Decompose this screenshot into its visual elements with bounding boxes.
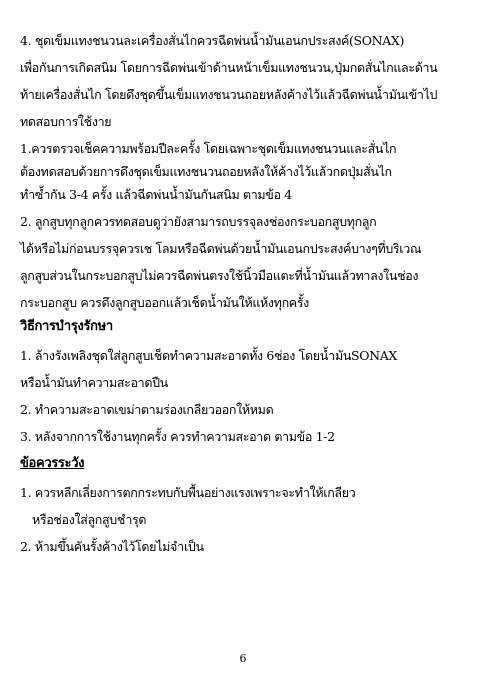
cautions-heading: ข้อควรระวัง [20,456,85,471]
p1-line-3: ท้ายเครื่องสั่นไก โดยดึงชุดขึ้นเข็มแทงชนวนถอยหลังค้างไว้แล้วฉีดพ่นน้ำมันเข้าไป [20,87,438,102]
p1-line-4: ทดสอบการใช้งาย [20,114,112,129]
p3-line-2: ได้หรือไม่ก่อนบรรจุควรเช โลมหรือฉีดพ่นด้วยน้ำมันเอนกประสงค์บางๆที่บริเวณ [20,241,422,256]
maintenance-heading: วิธีการบำรุงรักษา [20,319,113,334]
p1-line-2: เพื่อกันการเกิดสนิม โดยการฉีดพ่นเข้าด้านหน้าเข็มแทงชนวน,ปุ่มกดสั่นไกและด้าน [20,60,438,75]
maintenance-item-2: 2. ทำความสะอาดเขม่าตามร่องเกลียวออกให้หมด [20,402,274,417]
p3-line-1: 2. ลูกสูบทุกลูกควรทดสอบดูว่ายังสามารถบรรจุลงช่องกระบอกสูบทุกลูก [20,214,377,229]
p3-line-4: กระบอกสูบ ควรดึงลูกสูบออกแล้วเช็ดน้ำมันให้แห้งทุกครั้ง [20,295,309,310]
p3-line-3: ลูกสูบส่วนในกระบอกสูบไม่ควรฉีดพ่นตรงใช้นิ้วมือแตะที่น้ำมันแล้วทาลงในช่อง [20,268,419,283]
caution-item-1: 1. ควรหลีกเลี่ยงการตกกระทบกับพื้นอย่างแรงเพราะจะทำให้เกลียว [20,485,356,500]
caution-item-2: 2. ห้ามขึ้นคันรั้งค้างไว้โดยไม่จำเป็น [20,539,204,554]
maintenance-item-3: 3. หลังจากการใช้งานทุกครั้ง ควรทำความสะอาด ตามข้อ 1-2 [20,429,335,444]
maintenance-item-1-cont: หรือน้ำมันทำความสะอาดปืน [20,375,168,390]
caution-item-1-cont: หรือช่องใส่ลูกสูบชำรุด [32,512,147,527]
p2-line-1: 1.ควรตรวจเช็คความพร้อมปีละครั้ง โดยเฉพาะชุดเข็มแทงชนวนและสั่นไก [20,141,397,156]
p2-line-2: ต้องทดสอบด้วยการดึงชุดเข็มแทงชนวนถอยหลังให้ค้างไว้แล้วกดปุ่มสั่นไก [20,164,392,179]
page-number: 6 [239,652,247,665]
p2-line-3: ทำซ้ำกัน 3-4 ครั้ง แล้วฉีดพ่นน้ำมันกันสนิม ตามข้อ 4 [20,187,292,202]
maintenance-item-1: 1. ล้างรังเพลิงชุดใส่ลูกสูบเช็ดทำความสะอาดทั้ง 6ช่อง โดยน้ำมันSONAX [20,348,397,363]
p1-line-1: 4. ชุดเข็มแทงชนวนละเครื่องสั่นไกควรฉีดพ่นน้ำมันเอนกประสงค์(SONAX) [20,33,405,48]
